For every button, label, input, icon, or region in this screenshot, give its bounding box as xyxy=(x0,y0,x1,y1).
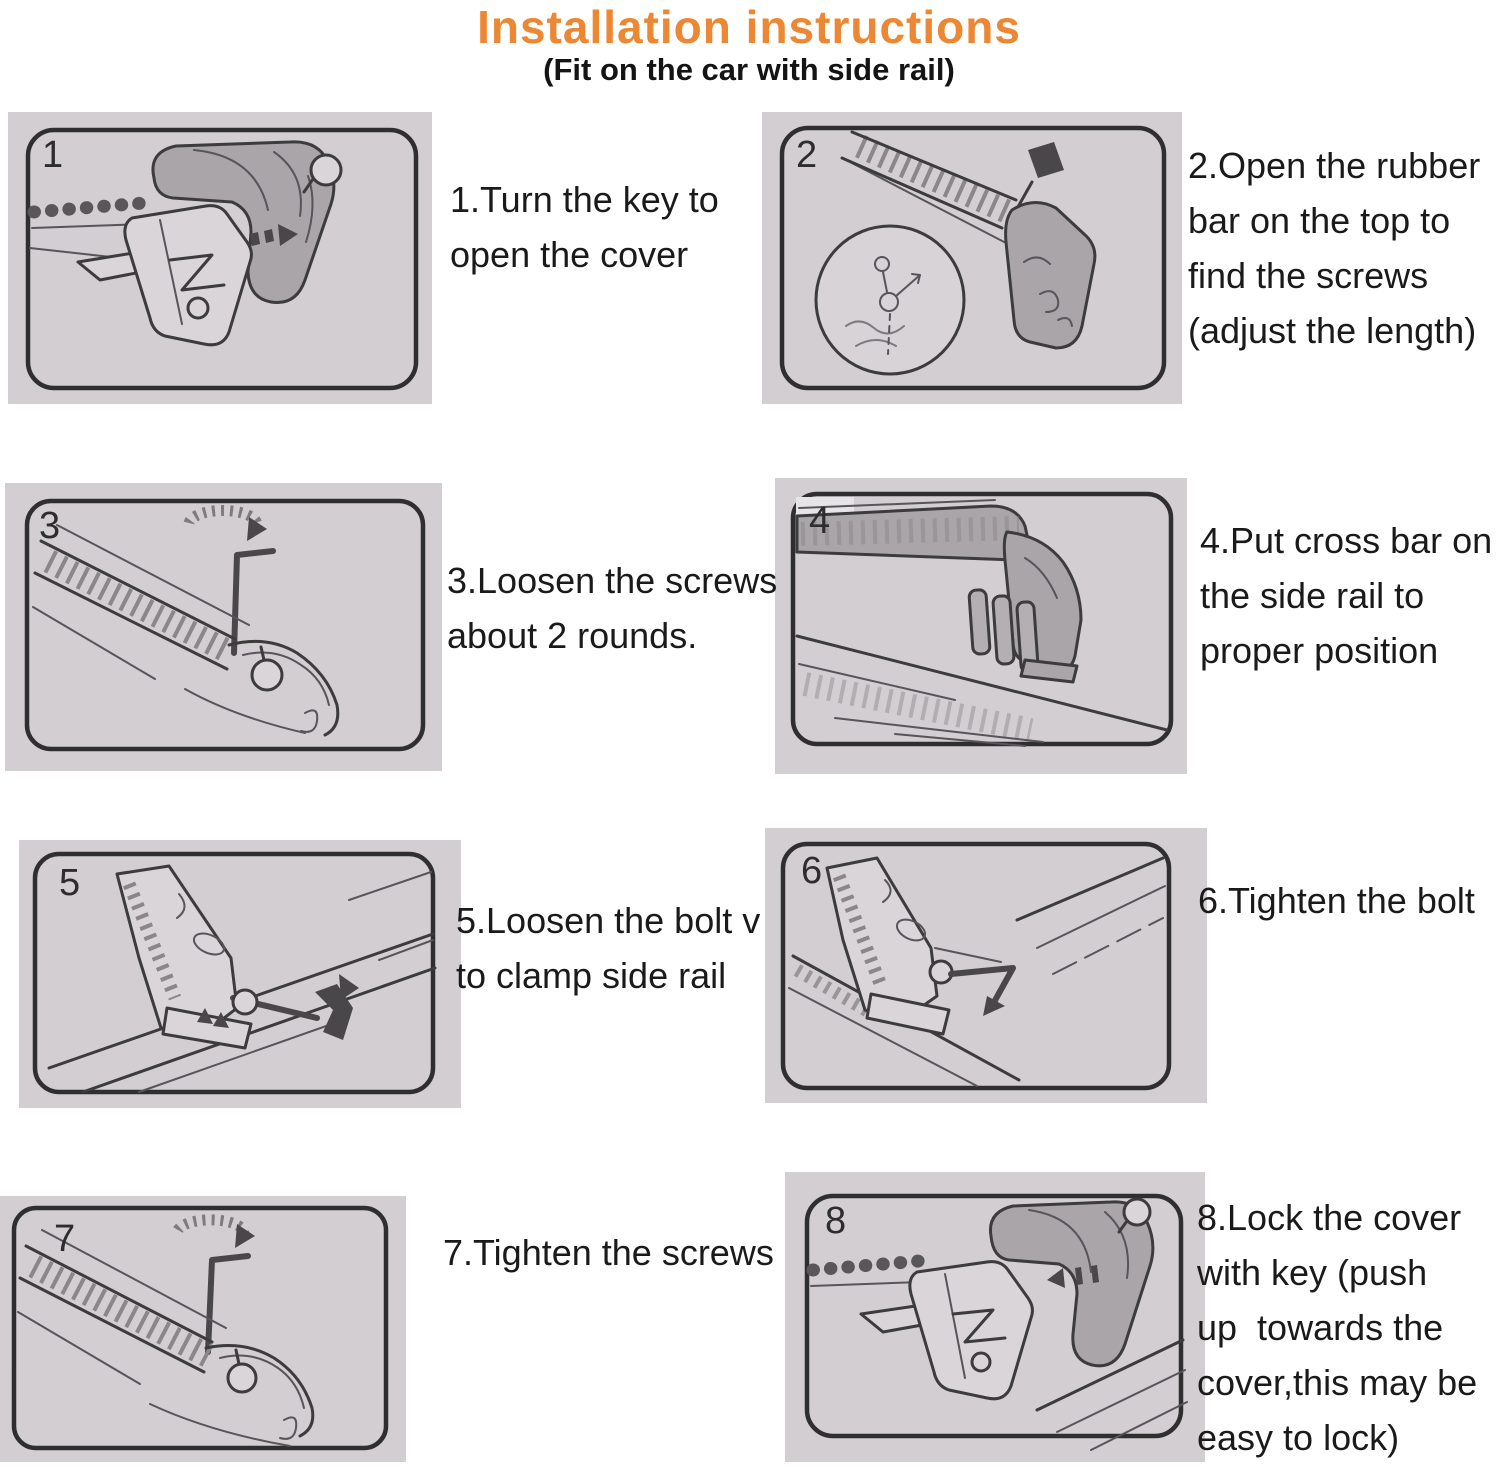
step-1-caption: 1.Turn the key to open the cover xyxy=(450,179,719,275)
step-1-illustration xyxy=(8,112,432,404)
cross-bar-end xyxy=(34,202,156,212)
cross-bar-end xyxy=(813,1260,931,1270)
step-8-panel xyxy=(785,1172,1205,1462)
step-4-number: 4 xyxy=(809,500,831,542)
step-2-number: 2 xyxy=(796,134,818,176)
step-8-illustration xyxy=(785,1172,1205,1462)
cross-bar xyxy=(33,525,249,679)
step-7-caption: 7.Tighten the screws xyxy=(443,1232,774,1273)
allen-key-icon xyxy=(234,551,273,653)
step-8-caption: 8.Lock the cover with key (push up towards the cover,this may be easy to lock) xyxy=(1197,1197,1478,1458)
step-8-number: 8 xyxy=(825,1200,847,1242)
step-2-caption: 2.Open the rubber bar on the top to find the screws (adjust the length) xyxy=(1188,145,1481,351)
foot-tower xyxy=(910,1262,1033,1399)
step-5-caption: 5.Loosen the bolt v to clamp side rail xyxy=(456,900,761,996)
cross-bar xyxy=(842,132,1016,244)
step-7-number: 7 xyxy=(54,1218,76,1260)
step-6-caption: 6.Tighten the bolt xyxy=(1198,880,1475,921)
foot-tower xyxy=(827,858,949,1034)
foot-tower xyxy=(125,206,252,345)
step-5-panel xyxy=(19,840,461,1108)
cross-bar xyxy=(18,1230,226,1384)
bolt-and-tool xyxy=(930,948,1013,1016)
step-4-panel xyxy=(775,478,1187,774)
step-5-number: 5 xyxy=(59,862,81,904)
foot-tower xyxy=(150,1346,313,1446)
rotate-arrow-icon xyxy=(189,510,267,541)
step-6-panel xyxy=(765,828,1207,1103)
step-3-number: 3 xyxy=(39,505,61,547)
foot-tower xyxy=(185,641,338,735)
page-title: Installation instructions xyxy=(477,1,1021,53)
foot-tower xyxy=(117,866,251,1048)
step-2-panel xyxy=(762,112,1182,404)
step-7-panel xyxy=(0,1196,406,1462)
side-rail xyxy=(49,872,435,1092)
step-6-illustration xyxy=(765,828,1207,1103)
allen-key-icon xyxy=(208,1256,248,1352)
step-5-illustration xyxy=(19,840,461,1108)
step-6-number: 6 xyxy=(801,850,823,892)
step-1-panel xyxy=(8,112,432,404)
step-1-number: 1 xyxy=(42,134,64,176)
step-2-illustration xyxy=(762,112,1182,404)
step-3-caption: 3.Loosen the screws about 2 rounds. xyxy=(447,560,778,656)
step-4-caption: 4.Put cross bar on the side rail to proper position xyxy=(1200,520,1493,671)
page-subtitle: (Fit on the car with side rail) xyxy=(543,52,955,87)
step-3-panel xyxy=(5,483,442,771)
foot-tower xyxy=(1006,202,1095,348)
step-4-illustration xyxy=(775,478,1187,774)
rotate-arrow-icon xyxy=(178,1220,255,1248)
magnifier-circle xyxy=(816,226,964,374)
step-3-illustration xyxy=(5,483,442,771)
